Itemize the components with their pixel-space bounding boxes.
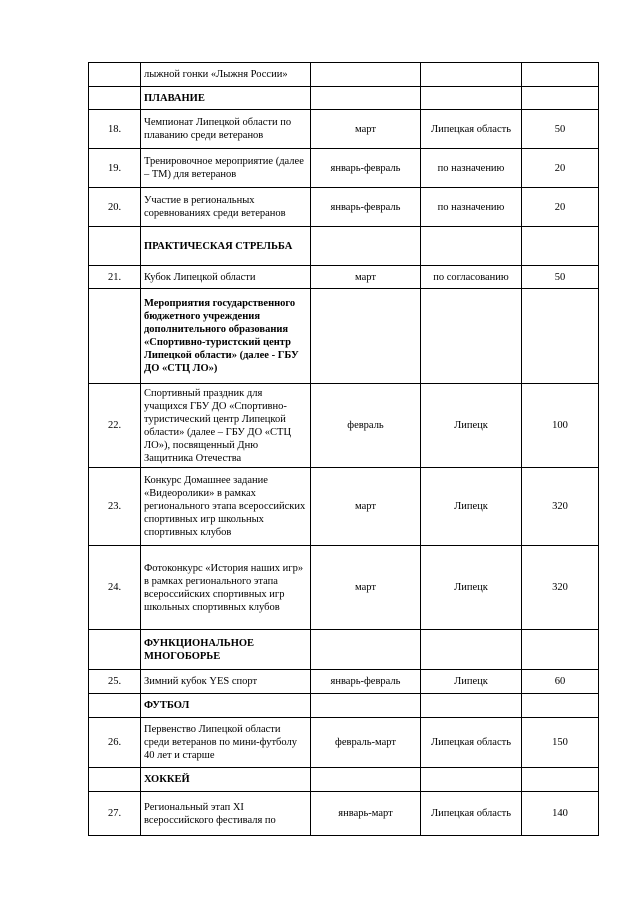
place-cell: Липецк [421,546,522,630]
participants-cell: 60 [522,670,599,694]
event-name-cell: лыжной гонки «Лыжня России» [141,63,311,87]
table-row [89,110,599,149]
table-row [89,188,599,227]
participants-cell: 20 [522,188,599,227]
participants-cell: 50 [522,266,599,289]
period-cell: март [311,468,421,546]
participants-cell [522,768,599,792]
events-table [88,62,599,836]
participants-cell [522,227,599,266]
period-cell: март [311,110,421,149]
participants-cell: 140 [522,792,599,836]
period-cell [311,289,421,384]
event-name-cell: ХОККЕЙ [141,768,311,792]
row-number-cell [89,694,141,718]
row-number-cell: 27. [89,792,141,836]
event-name-cell: Мероприятия государственного бюджетного учреждения дополнительного образования «Спортивно-туристский центр Липецкой области» (далее - ГБУ ДО «СТЦ ЛО») [141,289,311,384]
participants-cell [522,694,599,718]
place-cell [421,63,522,87]
participants-cell: 20 [522,149,599,188]
event-name-cell: Конкурс Домашнее задание «Видеоролики» в рамках регионального этапа всероссийских спортивных игр школьных спортивных клубов [141,468,311,546]
table-row [89,63,599,87]
period-cell: февраль-март [311,718,421,768]
participants-cell [522,63,599,87]
participants-cell [522,630,599,670]
row-number-cell: 18. [89,110,141,149]
table-row [89,149,599,188]
place-cell: по назначению [421,149,522,188]
period-cell [311,227,421,266]
section-header-row [89,768,599,792]
place-cell: Липецк [421,670,522,694]
place-cell [421,227,522,266]
participants-cell: 100 [522,384,599,468]
event-name-cell: Кубок Липецкой области [141,266,311,289]
participants-cell [522,289,599,384]
row-number-cell: 26. [89,718,141,768]
period-cell: январь-февраль [311,149,421,188]
row-number-cell: 23. [89,468,141,546]
event-name-cell: ФУНКЦИОНАЛЬНОЕ МНОГОБОРЬЕ [141,630,311,670]
event-name-cell: Тренировочное мероприятие (далее – ТМ) для ветеранов [141,149,311,188]
period-cell [311,63,421,87]
place-cell: Липецкая область [421,792,522,836]
row-number-cell: 21. [89,266,141,289]
table-row [89,468,599,546]
period-cell [311,87,421,110]
row-number-cell [89,289,141,384]
event-name-cell: Фотоконкурс «История наших игр» в рамках регионального этапа всероссийских спортивных игр школьных спортивных клубов [141,546,311,630]
table-row [89,792,599,836]
row-number-cell: 20. [89,188,141,227]
place-cell: по согласованию [421,266,522,289]
participants-cell: 50 [522,110,599,149]
section-header-row [89,87,599,110]
period-cell: январь-февраль [311,188,421,227]
table-row [89,670,599,694]
period-cell: февраль [311,384,421,468]
event-name-cell: ФУТБОЛ [141,694,311,718]
place-cell [421,694,522,718]
event-name-cell: Региональный этап XI всероссийского фестиваля по [141,792,311,836]
period-cell: март [311,266,421,289]
row-number-cell: 25. [89,670,141,694]
period-cell: январь-февраль [311,670,421,694]
table-row [89,546,599,630]
row-number-cell [89,630,141,670]
place-cell: Липецкая область [421,110,522,149]
participants-cell: 320 [522,546,599,630]
participants-cell: 150 [522,718,599,768]
place-cell [421,768,522,792]
row-number-cell: 19. [89,149,141,188]
period-cell [311,768,421,792]
event-name-cell: Участие в региональных соревнованиях среди ветеранов [141,188,311,227]
row-number-cell [89,227,141,266]
row-number-cell: 24. [89,546,141,630]
period-cell: январь-март [311,792,421,836]
event-name-cell: Спортивный праздник для учащихся ГБУ ДО «Спортивно-туристический центр Липецкой области» (далее – ГБУ ДО «СТЦ ЛО»), посвященный Дню Защитника Отечества [141,384,311,468]
place-cell: Липецкая область [421,718,522,768]
row-number-cell: 22. [89,384,141,468]
place-cell [421,289,522,384]
table-row [89,289,599,384]
row-number-cell [89,87,141,110]
table-row [89,384,599,468]
row-number-cell [89,63,141,87]
place-cell: Липецк [421,468,522,546]
event-name-cell: Первенство Липецкой области среди ветеранов по мини-футболу 40 лет и старше [141,718,311,768]
place-cell: по назначению [421,188,522,227]
section-header-row [89,694,599,718]
table-row [89,718,599,768]
place-cell [421,87,522,110]
period-cell [311,694,421,718]
place-cell: Липецк [421,384,522,468]
row-number-cell [89,768,141,792]
participants-cell [522,87,599,110]
section-header-row [89,630,599,670]
period-cell [311,630,421,670]
event-name-cell: ПЛАВАНИЕ [141,87,311,110]
period-cell: март [311,546,421,630]
section-header-row [89,227,599,266]
event-name-cell: ПРАКТИЧЕСКАЯ СТРЕЛЬБА [141,227,311,266]
events-table-body [89,63,599,836]
event-name-cell: Чемпионат Липецкой области по плаванию среди ветеранов [141,110,311,149]
place-cell [421,630,522,670]
participants-cell: 320 [522,468,599,546]
event-name-cell: Зимний кубок YES спорт [141,670,311,694]
table-row [89,266,599,289]
